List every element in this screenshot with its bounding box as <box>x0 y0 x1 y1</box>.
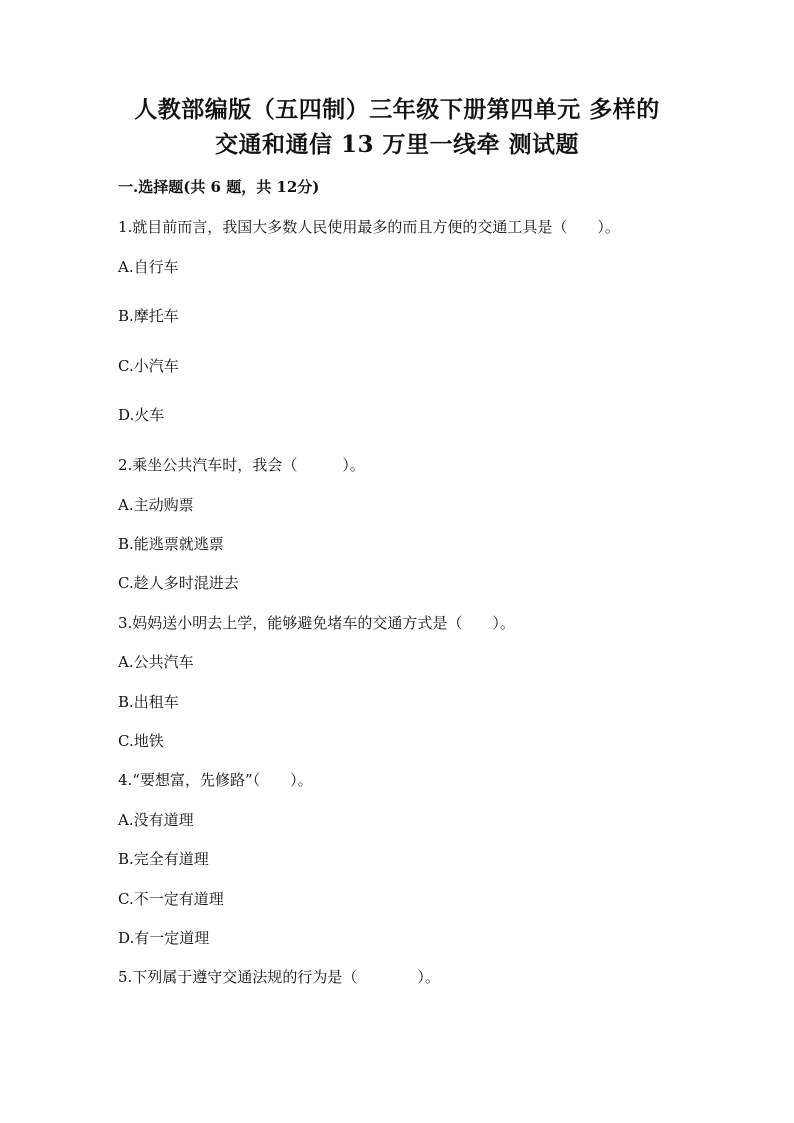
title-line-2: 交通和通信 13 万里一线牵 测试题 <box>214 131 580 158</box>
question-4-option-b: B.完全有道理 <box>118 850 209 868</box>
question-3-stem: 3.妈妈送小明去上学，能够避免堵车的交通方式是（ ）。 <box>118 614 515 632</box>
question-1-option-a: A.自行车 <box>118 258 179 276</box>
question-3-option-c: C.地铁 <box>118 732 164 750</box>
question-1-option-c: C.小汽车 <box>118 357 179 375</box>
question-4-option-c: C.不一定有道理 <box>118 890 224 908</box>
question-2-stem: 2.乘坐公共汽车时，我会（ ）。 <box>118 456 365 474</box>
question-4-option-d: D.有一定道理 <box>118 929 210 947</box>
question-2-option-a: A.主动购票 <box>118 496 194 514</box>
question-3-option-a: A.公共汽车 <box>118 653 194 671</box>
question-2-option-c: C.趁人多时混进去 <box>118 574 239 592</box>
document-title <box>60 92 734 162</box>
question-4-option-a: A.没有道理 <box>118 811 194 829</box>
question-2-option-b: B.能逃票就逃票 <box>118 535 224 553</box>
question-1-stem: 1.就目前而言，我国大多数人民使用最多的而且方便的交通工具是（ ）。 <box>118 218 620 236</box>
question-4-stem: 4.“要想富，先修路”（ ）。 <box>118 771 313 789</box>
question-1-option-d: D.火车 <box>118 406 165 424</box>
question-1-option-b: B.摩托车 <box>118 307 179 325</box>
section-heading: 一.选择题(共 6 题，共 12分) <box>118 178 320 196</box>
question-3-option-b: B.出租车 <box>118 693 179 711</box>
question-5-stem: 5.下列属于遵守交通法规的行为是（ ）。 <box>118 968 440 986</box>
title-line-1: 人教部编版（五四制）三年级下册第四单元 多样的 <box>134 96 660 123</box>
